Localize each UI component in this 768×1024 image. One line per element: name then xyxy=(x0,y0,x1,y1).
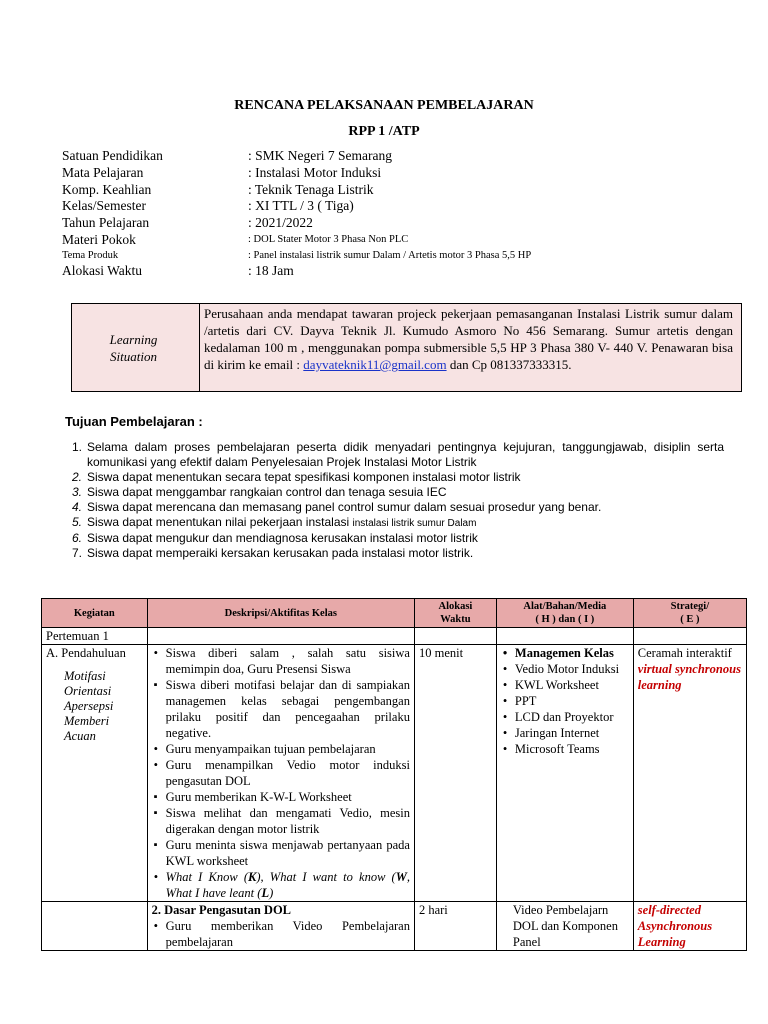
info-row xyxy=(62,248,531,264)
info-label: Kelas/Semester xyxy=(62,198,146,213)
info-row xyxy=(62,165,381,181)
kwl-letter: L xyxy=(261,886,270,900)
objective-item xyxy=(72,500,724,515)
objective-text: Siswa dapat menentukan nilai pekerjaan instalasi xyxy=(87,515,350,529)
header-alat-line: Alat/Bahan/Media xyxy=(523,601,607,612)
activity-item: • Guru menyampaikan tujuan pembelajaran xyxy=(166,741,410,757)
info-value: : XI TTL / 3 ( Tiga) xyxy=(248,198,354,213)
info-label: Alokasi Waktu xyxy=(62,263,143,278)
learning-situation-text xyxy=(200,304,741,391)
objective-text: Siswa dapat memperaiki kersakan kerusakan pada instalasi motor listrik. xyxy=(87,546,474,560)
activity-item: ▪ Guru memberikan K-W-L Worksheet xyxy=(166,789,410,805)
kegiatan-subitem: Motifasi xyxy=(64,669,106,683)
objectives-list xyxy=(72,440,724,561)
alat-item: • Vedio Motor Induksi xyxy=(515,661,629,677)
activity-item: • Siswa diberi salam , salah satu sisiwa memimpin doa, Guru Presensi Siswa xyxy=(166,645,410,677)
alat-cell: Video Pembelajarn DOL dan Komponen Panel xyxy=(496,902,633,951)
activity-list xyxy=(152,645,410,901)
strategi-highlight: self-directed Asynchronous Learning xyxy=(637,903,713,949)
header-kegiatan: Kegiatan xyxy=(42,599,148,628)
header-deskripsi: Deskripsi/Aktifitas Kelas xyxy=(147,599,414,628)
objective-text-small: instalasi listrik sumur Dalam xyxy=(352,518,477,529)
info-value: : 2021/2022 xyxy=(248,215,313,230)
info-row xyxy=(62,232,408,248)
strategi-text: Ceramah interaktif xyxy=(637,646,732,660)
activity-item: • Guru memberikan Video Pembelajaran pembelajaran xyxy=(166,918,410,950)
objective-number: 4. xyxy=(72,500,83,514)
ls-label-line: Situation xyxy=(110,348,157,364)
kegiatan-subitem: Apersepsi xyxy=(64,699,114,713)
deskripsi-cell xyxy=(147,902,414,951)
kegiatan-subitem: Orientasi xyxy=(64,684,112,698)
info-value: : 18 Jam xyxy=(248,263,294,278)
header-alat-line: ( H ) dan ( I ) xyxy=(535,614,595,625)
objectives-heading: Tujuan Pembelajaran : xyxy=(65,414,203,429)
objective-number: 2. xyxy=(72,470,83,484)
table-row xyxy=(42,645,747,902)
objective-number: 6. xyxy=(72,531,83,545)
objective-item xyxy=(72,485,724,500)
info-label: Satuan Pendidikan xyxy=(62,148,163,163)
strategi-cell xyxy=(633,645,746,902)
objective-item xyxy=(72,470,724,485)
kwl-letter: K xyxy=(248,870,257,884)
info-row xyxy=(62,263,294,279)
objective-text: Siswa dapat menentukan secara tepat spesifikasi komponen instalasi motor listrik xyxy=(87,470,521,484)
document-subtitle: RPP 1 /ATP xyxy=(348,124,420,139)
info-value: : Instalasi Motor Induksi xyxy=(248,165,382,180)
kegiatan-subitems xyxy=(46,669,143,744)
info-label: Komp. Keahlian xyxy=(62,182,152,197)
ls-body-text: Perusahaan anda mendapat tawaran projeck pekerjaan pemasanganan Instalasi Listrik sumur dalam /artetis dari CV. Dayva Teknik Jl. Kumudo Asmoro No 456 Semarang. Sumur artetis dengan kedalaman 100 m , menggunakan pompa submersible 5,5 HP 3 Phasa 380 V- 440 V. Penawaran bisa di kirim ke email : xyxy=(204,306,733,372)
objective-item xyxy=(72,440,724,470)
header-strategi-line: Strategi/ xyxy=(670,601,710,612)
activity-table xyxy=(41,598,747,951)
info-value: : DOL Stater Motor 3 Phasa Non PLC xyxy=(248,234,409,245)
info-value: : Teknik Tenaga Listrik xyxy=(248,182,374,197)
objective-text: Siswa dapat menggambar rangkaian control dan tenaga sesuia IEC xyxy=(87,485,447,499)
kwl-text: What I Know ( xyxy=(165,870,249,884)
table-row xyxy=(42,628,747,645)
objective-number: 3. xyxy=(72,485,83,499)
alat-item: • PPT xyxy=(515,693,629,709)
info-label: Tahun Pelajaran xyxy=(62,215,150,230)
activity-item-kwl xyxy=(166,869,410,901)
objective-number: 1. xyxy=(72,440,83,454)
kegiatan-cell xyxy=(42,645,148,902)
activity-item: ▪ Siswa diberi motifasi belajar dan di sampiakan managemen kelas sebagai pengembangan prilaku positif dan pencegaahan prilaku negative. xyxy=(166,677,410,741)
header-alokasi-line: Alokasi xyxy=(438,601,473,612)
info-value: : Panel instalasi listrik sumur Dalam / Artetis motor 3 Phasa 5,5 HP xyxy=(248,250,532,261)
deskripsi-cell xyxy=(147,645,414,902)
info-row xyxy=(62,215,313,231)
kegiatan-title: A. Pendahuluan xyxy=(46,646,126,660)
pertemuan-cell: Pertemuan 1 xyxy=(42,628,148,645)
objective-item xyxy=(72,515,724,531)
ls-label-line: Learning xyxy=(109,331,158,347)
email-link[interactable]: dayvateknik11@gmail.com xyxy=(303,357,447,372)
learning-situation-label xyxy=(72,304,200,391)
strategi-cell xyxy=(633,902,746,951)
ls-contact-text: dan Cp 081337333315. xyxy=(446,357,572,372)
learning-situation-box xyxy=(71,303,742,392)
header-alat xyxy=(496,599,633,628)
info-row xyxy=(62,182,373,198)
objective-number: 7. xyxy=(72,546,83,560)
objective-item xyxy=(72,531,724,546)
activity-item: ▪ Guru meninta siswa menjawab pertanyaan pada KWL worksheet xyxy=(166,837,410,869)
objective-item xyxy=(72,546,724,561)
info-label: Tema Produk xyxy=(62,250,119,261)
alat-item: • LCD dan Proyektor xyxy=(515,709,629,725)
kegiatan-subitem: Acuan xyxy=(64,729,96,743)
kwl-text: ) xyxy=(269,886,274,900)
kwl-text: ), What I want to know ( xyxy=(256,870,396,884)
alat-list xyxy=(501,645,629,757)
activity-list xyxy=(152,918,410,950)
objective-text: Selama dalam proses pembelajaran peserta didik menyadari pentingnya kejujuran, tanggungjawab, disiplin serta komunikasi yang efektif dalam Penyelesaian Projek Instalasi Motor Listrik xyxy=(87,440,724,469)
alat-item: • Jaringan Internet xyxy=(515,725,629,741)
kwl-letter: W xyxy=(395,870,407,884)
alokasi-cell: 10 menit xyxy=(414,645,496,902)
activity-item: ▪ Siswa melihat dan mengamati Vedio, mesin digerakan dengan motor listrik xyxy=(166,805,410,837)
header-alokasi-line: Waktu xyxy=(440,614,471,625)
table-row xyxy=(42,902,747,951)
activity-item: • Guru menampilkan Vedio motor induksi pengasutan DOL xyxy=(166,757,410,789)
table-header-row xyxy=(42,599,747,628)
info-label: Mata Pelajaran xyxy=(62,165,144,180)
objective-number: 5. xyxy=(72,515,83,529)
alat-item: • KWL Worksheet xyxy=(515,677,629,693)
alokasi-cell: 2 hari xyxy=(414,902,496,951)
header-strategi xyxy=(633,599,746,628)
document-title: RENCANA PELAKSANAAN PEMBELAJARAN xyxy=(234,98,534,113)
kegiatan-subitem: Memberi xyxy=(64,714,110,728)
header-alokasi xyxy=(414,599,496,628)
objective-text: Siswa dapat merencana dan memasang panel control sumur dalam sesuai prosedur yang benar. xyxy=(87,500,602,514)
alat-heading: • Managemen Kelas xyxy=(515,645,629,661)
info-row xyxy=(62,148,392,164)
alat-cell xyxy=(496,645,633,902)
info-value: : SMK Negeri 7 Semarang xyxy=(248,148,392,163)
objective-text: Siswa dapat mengukur dan mendiagnosa kerusakan instalasi motor listrik xyxy=(87,531,478,545)
alat-item: • Microsoft Teams xyxy=(515,741,629,757)
info-row xyxy=(62,198,354,214)
kwl-text: , What I have leant ( xyxy=(165,870,410,900)
info-label: Materi Pokok xyxy=(62,232,136,247)
header-strategi-line: ( E ) xyxy=(680,614,700,625)
strategi-highlight: virtual synchronous learning xyxy=(637,662,741,692)
section-heading: 2. Dasar Pengasutan DOL xyxy=(151,903,292,917)
